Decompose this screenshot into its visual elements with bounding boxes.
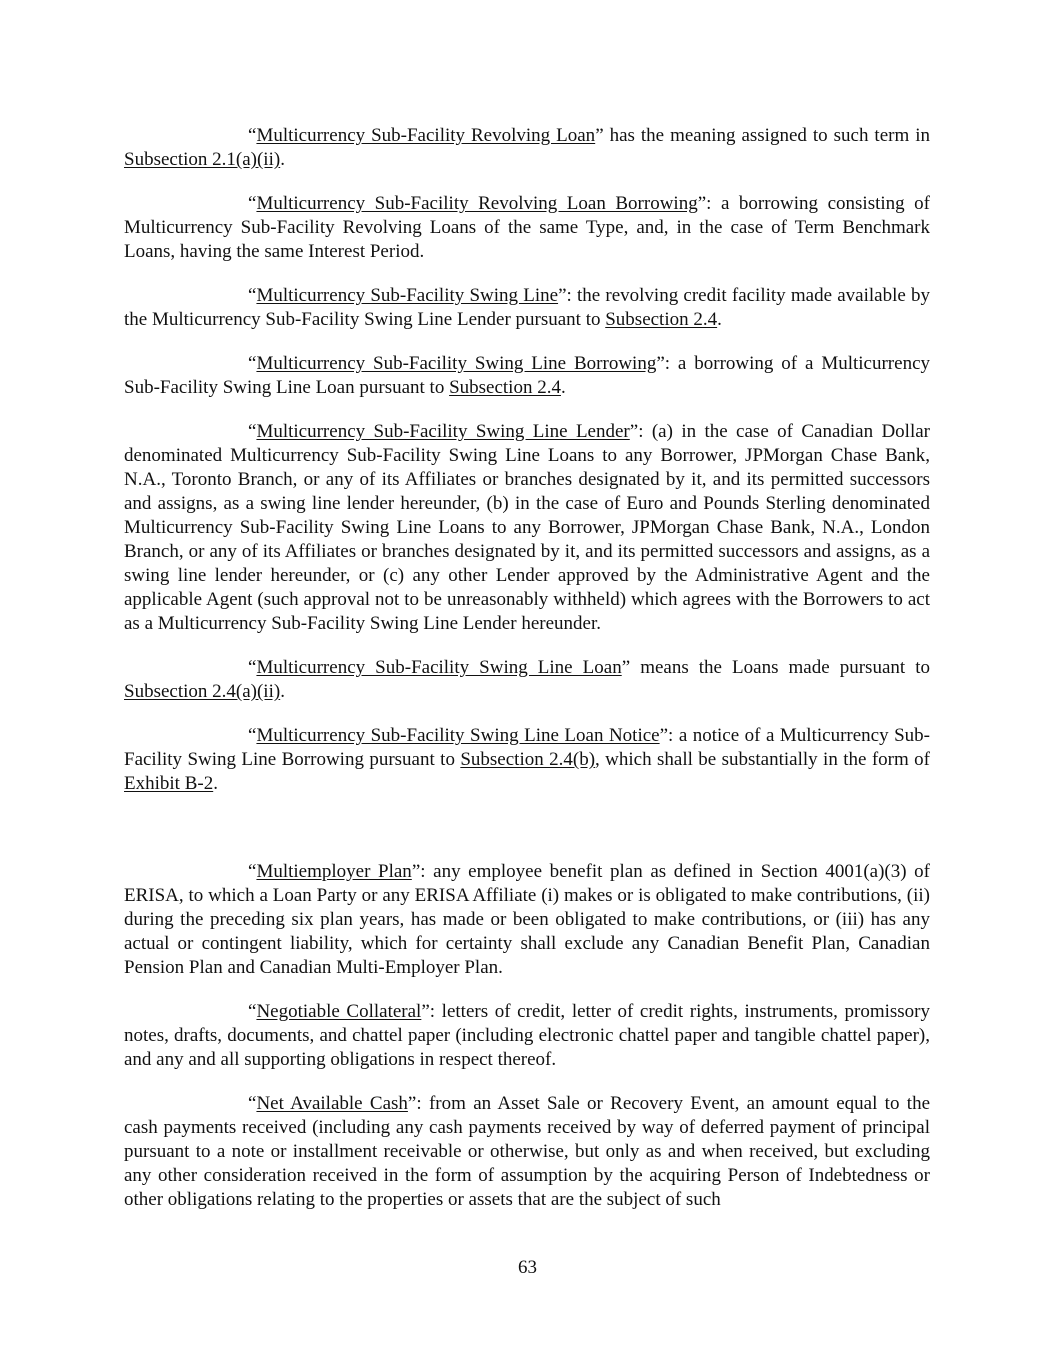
definition-text: . — [560, 377, 566, 398]
definition-paragraph: “Multicurrency Sub-Facility Swing Line Loan Notice”: a notice of a Multicurrency Sub-Facility Swing Line Borrowing pursuant to Subsection 2.4(b), which shall be substantially in the form of Exhibit B-2. — [124, 725, 930, 794]
defined-term: Multicurrency Sub-Facility Swing Line Loan — [256, 657, 622, 678]
definition-text: ”: from an Asset Sale or Recovery Event, an amount equal to the cash payments received (including any cash payments received by way of deferred payment of principal pursuant to a note or installment receivable or otherwise, but only as and when received, but excluding any other consideration received in the form of assumption by the acquiring Person of Indebtedness or other obligations relating to the properties or assets that are the subject of such — [124, 1093, 930, 1210]
definition-text: ”: a borrowing of a Multicurrency Sub-Facility Swing Line Loan pursuant to — [124, 353, 930, 398]
definition-paragraph: “Multicurrency Sub-Facility Revolving Loan” has the meaning assigned to such term in Subsection 2.1(a)(ii). — [124, 125, 930, 170]
definition-text: , which shall be substantially in the form of — [595, 749, 930, 770]
definition-text: ”: (a) in the case of Canadian Dollar denominated Multicurrency Sub-Facility Swing Line Loans to any Borrower, JPMorgan Chase Bank, N.A., Toronto Branch, or any of its Affiliates or branches designated by it, and its permitted successors and assigns, as a swing line lender hereunder, (b) in the case of Euro and Pounds Sterling denominated Multicurrency Sub-Facility Swing Line Loans to any Borrower, JPMorgan Chase Bank, N.A., London Branch, or any of its Affiliates or branches designated by it, and its permitted successors and assigns, as a swing line lender hereunder, or (c) any other Lender approved by the Administrative Agent and the applicable Agent (such approval not to be unreasonably withheld) which agrees with the Borrowers to act as a Multicurrency Sub-Facility Swing Line Lender hereunder. — [124, 421, 931, 634]
defined-term: Multicurrency Sub-Facility Revolving Loan — [256, 125, 596, 146]
definition-text: ” has the meaning assigned to such term in — [595, 125, 930, 146]
definition-text: . — [213, 773, 218, 794]
definition-paragraph: “Multicurrency Sub-Facility Swing Line Loan” means the Loans made pursuant to Subsection 2.4(a)(ii). — [124, 657, 930, 702]
definition-paragraph: “Multicurrency Sub-Facility Swing Line Lender”: (a) in the case of Canadian Dollar denominated Multicurrency Sub-Facility Swing Line Loans to any Borrower, JPMorgan Chase Bank, N.A., Toronto Branch, or any of its Affiliates or branches designated by it, and its permitted successors and assigns, as a swing line lender hereunder, (b) in the case of Euro and Pounds Sterling denominated Multicurrency Sub-Facility Swing Line Loans to any Borrower, JPMorgan Chase Bank, N.A., London Branch, or any of its Affiliates or branches designated by it, and its permitted successors and assigns, as a swing line lender hereunder, or (c) any other Lender approved by the Administrative Agent and the applicable Agent (such approval not to be unreasonably withheld) which agrees with the Borrowers to act as a Multicurrency Sub-Facility Swing Line Lender hereunder. — [124, 421, 931, 634]
defined-term: Negotiable Collateral — [256, 1001, 422, 1022]
definition-text: ”: a borrowing consisting of Multicurrency Sub-Facility Revolving Loans of the same Type, and, in the case of Term Benchmark Loans, having the same Interest Period. — [124, 193, 930, 262]
cross-reference: Subsection 2.1(a)(ii) — [124, 149, 281, 170]
page-number: 63 — [518, 1257, 537, 1278]
definition-paragraph: “Multicurrency Sub-Facility Swing Line”: the revolving credit facility made available by the Multicurrency Sub-Facility Swing Line Lender pursuant to Subsection 2.4. — [124, 285, 930, 330]
definition-text: ”: any employee benefit plan as defined in Section 4001(a)(3) of ERISA, to which a Loan Party or any ERISA Affiliate (i) makes or is obligated to make contributions, (ii) during the preceding six plan years, has made or been obligated to make contributions, or (iii) has any actual or contingent liability, which for certainty shall exclude any Canadian Benefit Plan, Canadian Pension Plan and Canadian Multi-Employer Plan. — [124, 861, 930, 978]
definition-paragraph: “Multiemployer Plan”: any employee benefit plan as defined in Section 4001(a)(3) of ERISA, to which a Loan Party or any ERISA Affiliate (i) makes or is obligated to make contributions, (ii) during the preceding six plan years, has made or been obligated to make contributions, or (iii) has any actual or contingent liability, which for certainty shall exclude any Canadian Benefit Plan, Canadian Pension Plan and Canadian Multi-Employer Plan. — [124, 861, 930, 978]
definition-text: ”: the revolving credit facility made available by the Multicurrency Sub-Facility Swing Line Lender pursuant to — [124, 285, 930, 330]
definition-text: ” means the Loans made pursuant to — [621, 657, 930, 678]
defined-term: Net Available Cash — [256, 1093, 408, 1114]
defined-term: Multiemployer Plan — [256, 861, 412, 882]
cross-reference: Subsection 2.4 — [605, 309, 718, 330]
defined-term: Multicurrency Sub-Facility Swing Line Borrowing — [256, 353, 657, 374]
definition-text: ”: a notice of a Multicurrency Sub-Facility Swing Line Borrowing pursuant to — [124, 725, 930, 770]
definition-text: . — [280, 149, 285, 170]
defined-term: Multicurrency Sub-Facility Swing Line Loan Notice — [256, 725, 660, 746]
cross-reference: Subsection 2.4(a)(ii) — [124, 681, 281, 702]
definition-paragraph: “Multicurrency Sub-Facility Revolving Loan Borrowing”: a borrowing consisting of Multicurrency Sub-Facility Revolving Loans of the same Type, and, in the case of Term Benchmark Loans, having the same Interest Period. — [124, 193, 930, 262]
defined-term: Multicurrency Sub-Facility Swing Line — [256, 285, 559, 306]
definition-text: . — [717, 309, 722, 330]
definition-text: . — [280, 681, 285, 702]
definition-text: ”: letters of credit, letter of credit rights, instruments, promissory notes, drafts, documents, and chattel paper (including electronic chattel paper and tangible chattel paper), and any and all supporting obligations in respect thereof. — [124, 1001, 930, 1070]
document-body — [124, 124, 930, 1232]
cross-reference: Subsection 2.4(b) — [460, 749, 596, 770]
definition-paragraph: “Negotiable Collateral”: letters of credit, letter of credit rights, instruments, promissory notes, drafts, documents, and chattel paper (including electronic chattel paper and tangible chattel paper), and any and all supporting obligations in respect thereof. — [124, 1001, 930, 1070]
definition-paragraph: “Net Available Cash”: from an Asset Sale or Recovery Event, an amount equal to the cash payments received (including any cash payments received by way of deferred payment of principal pursuant to a note or installment receivable or otherwise, but only as and when received, but excluding any other consideration received in the form of assumption by the acquiring Person of Indebtedness or other obligations relating to the properties or assets that are the subject of such — [124, 1093, 930, 1210]
definition-paragraph: “Multicurrency Sub-Facility Swing Line Borrowing”: a borrowing of a Multicurrency Sub-Facility Swing Line Loan pursuant to Subsection 2.4. — [124, 353, 930, 398]
defined-term: Multicurrency Sub-Facility Swing Line Lender — [256, 421, 630, 442]
cross-reference: Exhibit B-2 — [124, 773, 214, 794]
defined-term: Multicurrency Sub-Facility Revolving Loan Borrowing — [256, 193, 698, 214]
cross-reference: Subsection 2.4 — [449, 377, 561, 398]
